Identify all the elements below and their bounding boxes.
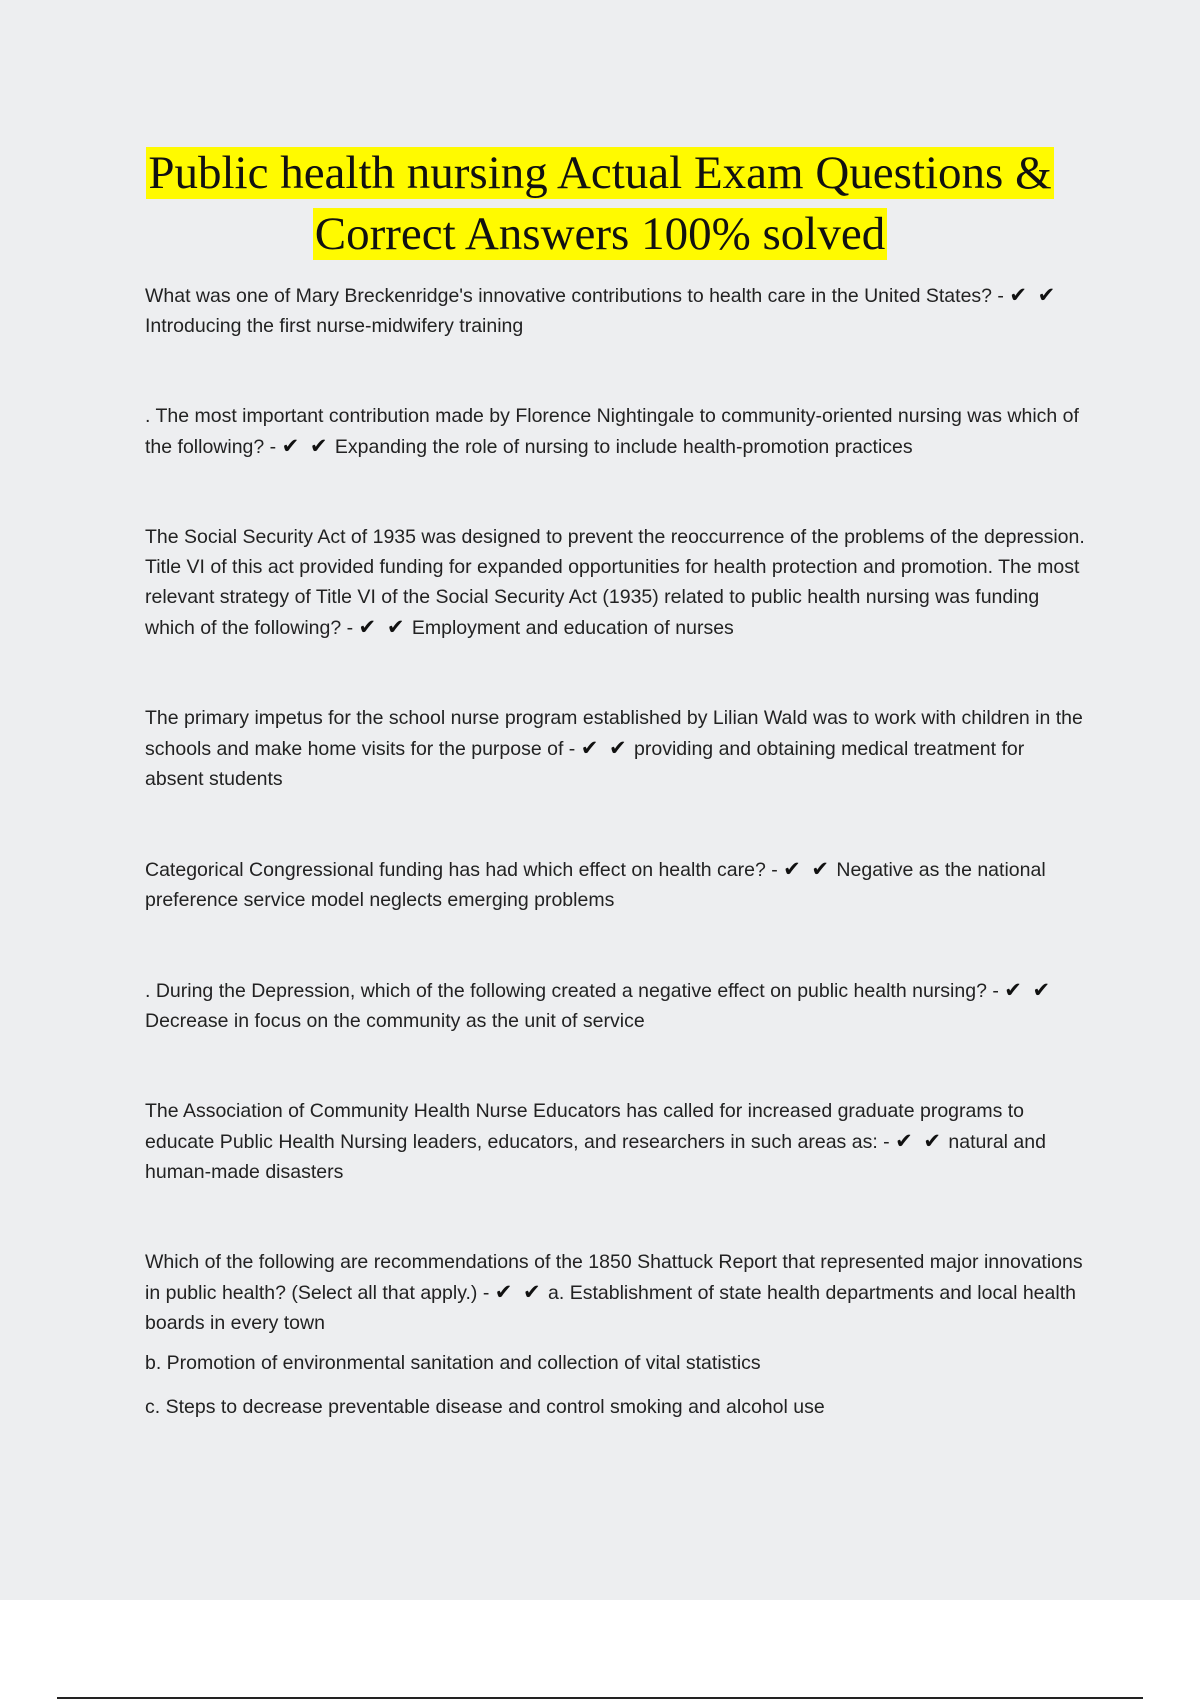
question-text: Categorical Congressional funding has had which effect on health care? - [145, 859, 778, 881]
double-check-icon: ✔ ✔ [1009, 283, 1058, 307]
answer-text: Expanding the role of nursing to include health-promotion practices [334, 436, 913, 458]
double-check-icon: ✔ ✔ [783, 857, 831, 881]
answer-text: Decrease in focus on the community as the unit of service [145, 1010, 645, 1032]
extra-answer-b: b. Promotion of environmental sanitation and collection of vital statistics [145, 1352, 761, 1374]
double-check-icon: ✔ ✔ [358, 615, 407, 639]
answer-text: Introducing the first nurse-midwifery training [145, 315, 524, 337]
extra-answer-c: c. Steps to decrease preventable disease and control smoking and alcohol use [145, 1396, 825, 1418]
qa-item-5 [145, 854, 1085, 915]
footer-divider [57, 1697, 1143, 1699]
answer-text: Negative as the national preference service model neglects emerging problems [145, 859, 1046, 911]
question-text: The Social Security Act of 1935 was designed to prevent the reoccurrence of the problems of the depression. Title VI of this act provided funding for expanded opportunities for health protection and promotion. The most relevant strategy of Title VI of the Social Security Act (1935) related to public health nursing was funding which of the following? - [145, 526, 1085, 639]
answer-text: natural and human-made disasters [145, 1131, 1046, 1183]
qa-item-7 [145, 1096, 1085, 1187]
question-text: The Association of Community Health Nurse Educators has called for increased graduate programs to educate Public Health Nursing leaders, educators, and researchers in such areas as: - [145, 1100, 1025, 1153]
question-text: The primary impetus for the school nurse program established by Lilian Wald was to work with children in the schools and make home visits for the purpose of - [145, 707, 1083, 760]
double-check-icon: ✔ ✔ [494, 1280, 543, 1304]
qa-item-2 [145, 401, 1085, 462]
qa-item-6 [145, 975, 1085, 1036]
double-check-icon: ✔ ✔ [1004, 978, 1053, 1002]
answer-text: a. Establishment of state health departments and local health boards in every town [145, 1282, 1076, 1334]
qa-item-1 [145, 280, 1085, 341]
answer-text: Employment and education of nurses [411, 617, 734, 639]
question-text: . During the Depression, which of the following created a negative effect on public health nursing? - [145, 980, 999, 1002]
title-line-1: Public health nursing Actual Exam Questions & [148, 147, 1052, 199]
answer-text: providing and obtaining medical treatment for absent students [145, 738, 1025, 790]
double-check-icon: ✔ ✔ [895, 1129, 943, 1153]
question-text: . The most important contribution made by Florence Nightingale to community-oriented nursing was which of the following? - [145, 405, 1079, 458]
title-line-2: Correct Answers 100% solved [314, 208, 886, 260]
qa-item-8 [145, 1247, 1085, 1338]
question-text: What was one of Mary Breckenridge's innovative contributions to health care in the United States? - [145, 285, 1004, 307]
question-text: Which of the following are recommendations of the 1850 Shattuck Report that represented major innovations in public health? (Select all that apply.) - [145, 1251, 1083, 1304]
double-check-icon: ✔ ✔ [281, 434, 330, 458]
qa-list [145, 280, 1085, 1484]
qa-item-4 [145, 703, 1085, 794]
qa-item-3 [145, 522, 1085, 643]
double-check-icon: ✔ ✔ [580, 736, 629, 760]
document-title [110, 143, 1090, 265]
